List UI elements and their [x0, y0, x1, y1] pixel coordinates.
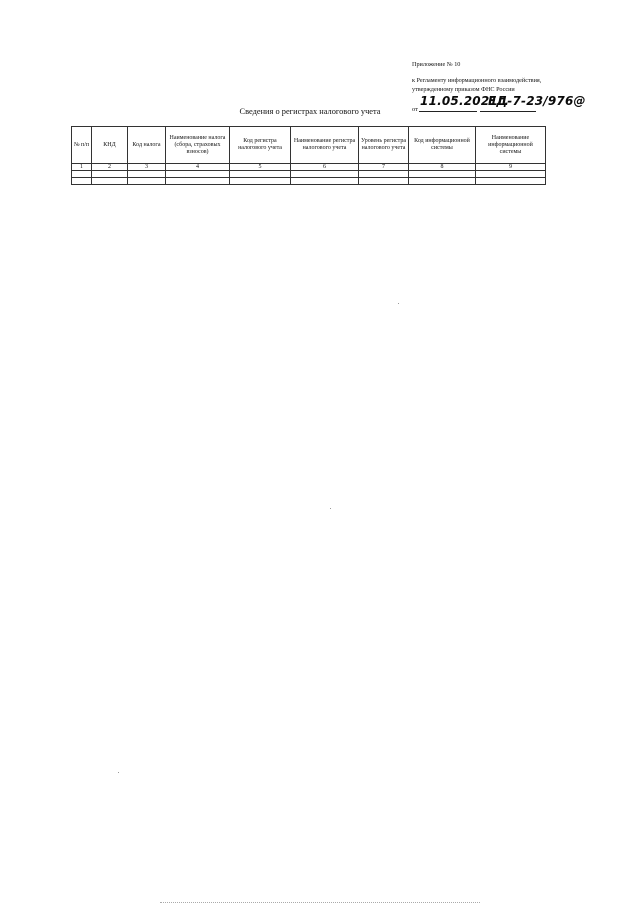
- table-cell: [476, 178, 546, 185]
- table-column-numbers-row: [72, 164, 546, 171]
- column-number: 9: [476, 164, 546, 171]
- header-tax-code: Код налога: [128, 127, 166, 164]
- scan-speck: [118, 772, 119, 773]
- table-row: [72, 171, 546, 178]
- column-number: 7: [359, 164, 409, 171]
- table-row: [72, 178, 546, 185]
- header-system-code: Код информационной системы: [409, 127, 476, 164]
- scan-speck: [398, 303, 399, 304]
- header-row-number: № п/п: [72, 127, 92, 164]
- table-cell: [230, 171, 291, 178]
- table-cell: [92, 171, 128, 178]
- appendix-number: Приложение № 10: [412, 61, 461, 68]
- table-cell: [72, 178, 92, 185]
- table-cell: [128, 171, 166, 178]
- table-header-row: [72, 127, 546, 164]
- column-number: 4: [166, 164, 230, 171]
- column-number: 3: [128, 164, 166, 171]
- table-cell: [230, 178, 291, 185]
- column-number: 6: [291, 164, 359, 171]
- table-cell: [166, 178, 230, 185]
- appendix-regulation-line: к Регламенту информационного взаимодействия,: [412, 77, 542, 84]
- table-cell: [92, 178, 128, 185]
- column-number: 5: [230, 164, 291, 171]
- order-date: 11.05.2021г.: [420, 94, 510, 108]
- table-cell: [409, 171, 476, 178]
- appendix-approval-line: утвержденному приказом ФНС России: [412, 86, 515, 93]
- header-register-name: Наименование регистра налогового учета: [291, 127, 359, 164]
- table-cell: [72, 171, 92, 178]
- column-number: 8: [409, 164, 476, 171]
- scan-speck: [330, 508, 331, 509]
- header-knd: КНД: [92, 127, 128, 164]
- scan-edge-line: [160, 902, 480, 903]
- table-cell: [128, 178, 166, 185]
- table-cell: [359, 171, 409, 178]
- header-register-code: Код регистра налогового учета: [230, 127, 291, 164]
- column-number: 1: [72, 164, 92, 171]
- order-number: ЕД-7-23/976@: [488, 94, 586, 108]
- table-cell: [166, 171, 230, 178]
- header-system-name: Наименование информационной системы: [476, 127, 546, 164]
- table-cell: [291, 178, 359, 185]
- tax-registers-table: [71, 126, 546, 185]
- table-cell: [359, 178, 409, 185]
- table-cell: [476, 171, 546, 178]
- header-tax-name: Наименование налога (сбора, страховых взносов): [166, 127, 230, 164]
- header-register-level: Уровень регистра налогового учета: [359, 127, 409, 164]
- from-label: от: [412, 106, 419, 113]
- table-cell: [291, 171, 359, 178]
- table-cell: [409, 178, 476, 185]
- document-title: Сведения о регистрах налогового учета: [239, 107, 381, 116]
- number-underline: [480, 111, 536, 112]
- column-number: 2: [92, 164, 128, 171]
